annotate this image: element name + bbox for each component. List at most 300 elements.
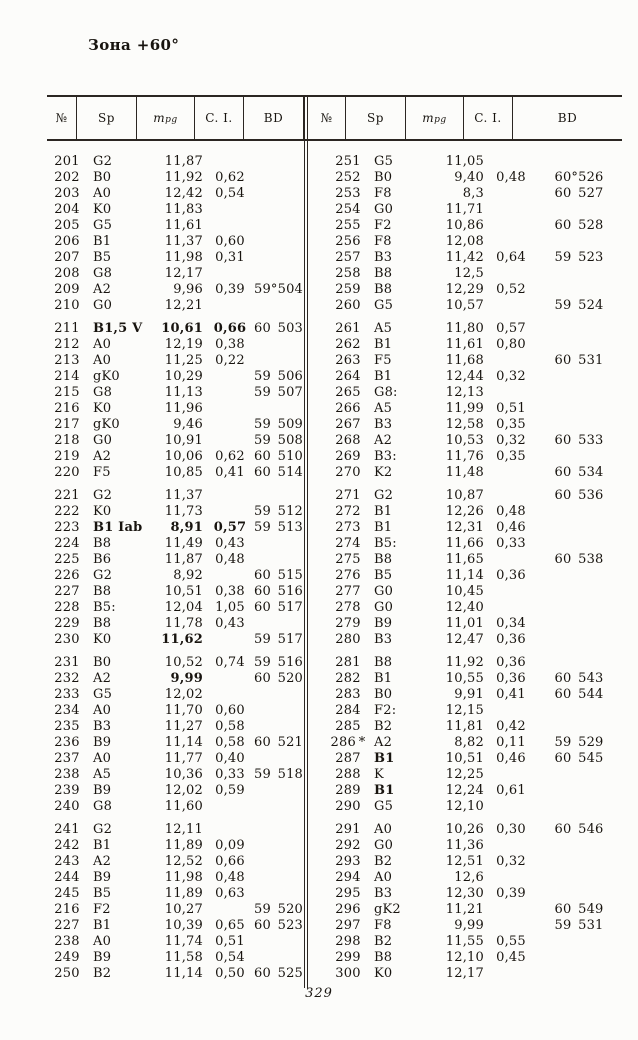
- cell-m: 11,71: [445, 202, 484, 217]
- cell-no: 210: [54, 298, 80, 313]
- table-row: [328, 504, 622, 520]
- cell-bd: 60 523: [253, 918, 304, 933]
- cell-m: 11,14: [164, 735, 203, 750]
- cell-ci: [488, 202, 534, 218]
- cell-m: 10,86: [445, 218, 484, 233]
- table-row: [328, 282, 622, 298]
- cell-m: 8,92: [173, 568, 203, 583]
- cell-sp: B9: [374, 616, 393, 631]
- cell-bd: 59 531: [554, 918, 604, 933]
- header-mpg: m $_{pg}$: [406, 97, 464, 139]
- cell-sp: F5: [374, 353, 392, 368]
- cell-m: 12,40: [445, 600, 484, 615]
- table-row: [47, 266, 308, 282]
- cell-m: 11,77: [164, 751, 203, 766]
- table-row: [47, 568, 308, 584]
- cell-ci: 0,40: [215, 751, 245, 766]
- table-row: [47, 918, 308, 934]
- cell-no: 230: [54, 632, 80, 647]
- cell-m: 11,98: [164, 870, 203, 885]
- cell-sp: G5: [374, 298, 394, 313]
- cell-no: 220: [54, 465, 80, 480]
- cell-ci: 0,57: [213, 520, 247, 535]
- cell-m: 10,53: [445, 433, 484, 448]
- cell-bd: [534, 838, 624, 854]
- cell-sp: B1: [374, 783, 395, 798]
- cell-sp: B1: [374, 751, 395, 766]
- cell-ci: 0,36: [496, 655, 526, 670]
- cell-sp: B8: [374, 266, 393, 281]
- cell-ci: [488, 902, 534, 918]
- cell-bd: [253, 870, 304, 886]
- cell-no: 206: [54, 234, 80, 249]
- cell-ci: [207, 298, 253, 314]
- cell-ci: 0,64: [496, 250, 526, 265]
- cell-no: 222: [54, 504, 80, 519]
- cell-sp: B9: [93, 950, 112, 965]
- cell-no: 278: [335, 600, 361, 615]
- table-row: [328, 568, 622, 584]
- table-row: [47, 854, 308, 870]
- cell-no: 226: [54, 568, 80, 583]
- cell-no: 285: [335, 719, 361, 734]
- cell-no: 229: [54, 616, 80, 631]
- cell-no: 221: [54, 488, 80, 503]
- cell-m: 12,13: [445, 385, 484, 400]
- cell-sp: G8: [93, 385, 113, 400]
- cell-sp: K0: [93, 202, 112, 217]
- cell-m: 12,02: [164, 687, 203, 702]
- cell-m: 11,73: [164, 504, 203, 519]
- cell-no: 215: [54, 385, 80, 400]
- cell-bd: [534, 520, 624, 536]
- cell-bd: [253, 202, 304, 218]
- table-row: [328, 520, 622, 536]
- cell-bd: 60 543: [554, 671, 604, 686]
- cell-bd: [253, 854, 304, 870]
- cell-sp: B8: [374, 950, 393, 965]
- cell-no: 253: [335, 186, 361, 201]
- cell-bd: [534, 655, 624, 671]
- cell-m: 8,3: [462, 186, 484, 201]
- cell-bd: 59 509: [253, 417, 304, 432]
- cell-no: 291: [335, 822, 361, 837]
- cell-bd: [253, 719, 304, 735]
- cell-ci: 0,74: [215, 655, 245, 670]
- cell-no: 267: [335, 417, 361, 432]
- cell-ci: 0,41: [215, 465, 245, 480]
- table-row: [47, 687, 308, 703]
- cell-m: 11,13: [164, 385, 203, 400]
- cell-no: 208: [54, 266, 80, 281]
- cell-m: 12,52: [164, 854, 203, 869]
- cell-ci: 0,58: [215, 735, 245, 750]
- cell-m: 12,5: [454, 266, 484, 281]
- cell-no: 242: [54, 838, 80, 853]
- cell-bd: 59 508: [253, 433, 304, 448]
- cell-bd: 60 503: [253, 321, 304, 336]
- cell-no: 273: [335, 520, 361, 535]
- cell-bd: 60 545: [554, 751, 604, 766]
- cell-no: 223: [54, 520, 80, 535]
- cell-ci: [207, 504, 253, 520]
- cell-bd: 60 536: [554, 488, 604, 503]
- cell-m: 8,82: [454, 735, 484, 750]
- cell-no: 256: [335, 234, 361, 249]
- cell-sp: G8:: [374, 385, 398, 400]
- cell-sp: B1: [93, 838, 112, 853]
- cell-ci: [207, 488, 253, 504]
- cell-no: 203: [54, 186, 80, 201]
- cell-bd: [253, 250, 304, 266]
- table-right-half: [308, 154, 622, 982]
- cell-sp: B2: [374, 854, 393, 869]
- cell-ci: [488, 552, 534, 568]
- cell-m: 9,40: [454, 170, 484, 185]
- cell-m: 11,58: [164, 950, 203, 965]
- cell-m: 10,61: [161, 321, 203, 336]
- cell-ci: 0,62: [215, 170, 245, 185]
- table-row: [328, 488, 622, 504]
- table-row: [47, 202, 308, 218]
- cell-no: 294: [335, 870, 361, 885]
- cell-no: 227: [54, 918, 80, 933]
- cell-ci: 0,46: [496, 520, 526, 535]
- cell-bd: 59 523: [554, 250, 604, 265]
- cell-no: 245: [54, 886, 80, 901]
- cell-ci: 1,05: [215, 600, 245, 615]
- cell-no: 204: [54, 202, 80, 217]
- cell-m: 12,51: [445, 854, 484, 869]
- cell-bd: 60 538: [554, 552, 604, 567]
- cell-bd: 60 528: [554, 218, 604, 233]
- cell-bd: [534, 266, 624, 282]
- cell-no: 269: [335, 449, 361, 464]
- cell-ci: [207, 902, 253, 918]
- header-mpg: m $_{pg}$: [137, 97, 195, 139]
- table-row: [47, 616, 308, 632]
- cell-m: 11,89: [164, 886, 203, 901]
- cell-sp: gK0: [93, 369, 120, 384]
- table-row: [47, 369, 308, 385]
- cell-m: 11,37: [164, 488, 203, 503]
- cell-bd: [534, 202, 624, 218]
- table-row: [47, 703, 308, 719]
- cell-ci: [488, 266, 534, 282]
- cell-bd: [253, 337, 304, 353]
- cell-bd: [534, 417, 624, 433]
- cell-m: 11,49: [164, 536, 203, 551]
- cell-no: 240: [54, 799, 80, 814]
- table-row: [328, 886, 622, 902]
- cell-sp: G0: [93, 298, 113, 313]
- cell-ci: [207, 154, 253, 170]
- cell-m: 12,47: [445, 632, 484, 647]
- cell-bd: [534, 966, 624, 982]
- table-row: [328, 751, 622, 767]
- cell-ci: 0,66: [215, 854, 245, 869]
- cell-ci: 0,57: [496, 321, 526, 336]
- cell-m: 8,91: [170, 520, 203, 535]
- cell-m: 12,24: [445, 783, 484, 798]
- cell-no: 213: [54, 353, 80, 368]
- table-row: [328, 767, 622, 783]
- cell-sp: K0: [93, 504, 112, 519]
- cell-m: 12,25: [445, 767, 484, 782]
- cell-bd: [253, 783, 304, 799]
- cell-ci: [488, 918, 534, 934]
- table-row: [328, 250, 622, 266]
- table-row: [47, 321, 308, 337]
- cell-sp: B3: [374, 632, 393, 647]
- cell-bd: [253, 950, 304, 966]
- cell-m: 12,15: [445, 703, 484, 718]
- cell-m: 11,05: [445, 154, 484, 169]
- cell-no: 295: [335, 886, 361, 901]
- cell-no: 224: [54, 536, 80, 551]
- cell-ci: 0,61: [496, 783, 526, 798]
- cell-m: 10,87: [445, 488, 484, 503]
- cell-sp: A0: [93, 934, 112, 949]
- cell-ci: 0,43: [215, 536, 245, 551]
- cell-ci: 0,34: [496, 616, 526, 631]
- table-row: [47, 536, 308, 552]
- cell-sp: B0: [93, 655, 112, 670]
- cell-m: 12,31: [445, 520, 484, 535]
- cell-m: 11,61: [164, 218, 203, 233]
- table-row: [328, 671, 622, 687]
- cell-bd: [534, 321, 624, 337]
- cell-bd: 59°504: [253, 282, 304, 297]
- cell-bd: [253, 234, 304, 250]
- cell-sp: B3: [374, 417, 393, 432]
- cell-bd: 60 549: [554, 902, 604, 917]
- cell-m: 11,14: [164, 966, 203, 981]
- cell-bd: 60 534: [554, 465, 604, 480]
- cell-ci: 0,65: [215, 918, 245, 933]
- cell-sp: B1: [93, 918, 112, 933]
- cell-ci: 0,39: [496, 886, 526, 901]
- table-row: [328, 838, 622, 854]
- cell-sp: B8: [93, 616, 112, 631]
- cell-no: 268: [335, 433, 361, 448]
- cell-sp: B9: [93, 783, 112, 798]
- cell-bd: [534, 854, 624, 870]
- table-row: [328, 170, 622, 186]
- cell-ci: [207, 218, 253, 234]
- cell-sp: B2: [93, 966, 112, 981]
- cell-m: 12,30: [445, 886, 484, 901]
- cell-no: 237: [54, 751, 80, 766]
- cell-bd: [253, 616, 304, 632]
- cell-ci: 0,39: [215, 282, 245, 297]
- cell-sp: A5: [374, 321, 393, 336]
- cell-bd: [253, 266, 304, 282]
- cell-sp: F2: [374, 218, 392, 233]
- cell-ci: [207, 266, 253, 282]
- row-group: [328, 488, 622, 648]
- cell-sp: B8: [93, 536, 112, 551]
- table-row: [47, 584, 308, 600]
- cell-sp: G8: [93, 799, 113, 814]
- cell-ci: 0,32: [496, 433, 526, 448]
- cell-sp: F8: [374, 234, 392, 249]
- cell-no: 214: [54, 369, 80, 384]
- cell-ci: [488, 488, 534, 504]
- table-row: [47, 520, 308, 536]
- cell-m: 12,44: [445, 369, 484, 384]
- table-row: [47, 504, 308, 520]
- cell-m: 12,42: [164, 186, 203, 201]
- cell-m: 11,76: [445, 449, 484, 464]
- cell-m: 10,27: [164, 902, 203, 917]
- cell-sp: B1: [374, 671, 393, 686]
- cell-no: 254: [335, 202, 361, 217]
- cell-sp: B2: [374, 934, 393, 949]
- cell-no: 284: [335, 703, 361, 718]
- cell-ci: 0,32: [496, 369, 526, 384]
- cell-sp: F2:: [374, 703, 397, 718]
- cell-ci: 0,58: [215, 719, 245, 734]
- table-row: [328, 202, 622, 218]
- cell-bd: [253, 751, 304, 767]
- cell-ci: 0,36: [496, 671, 526, 686]
- table-row: [47, 385, 308, 401]
- cell-sp: A2: [93, 854, 112, 869]
- cell-m: 11,21: [445, 902, 484, 917]
- cell-m: 11,48: [445, 465, 484, 480]
- table-header: [47, 95, 622, 141]
- table-row: [47, 298, 308, 314]
- cell-no: 257: [335, 250, 361, 265]
- cell-sp: G0: [374, 584, 394, 599]
- cell-bd: [253, 298, 304, 314]
- cell-no: 281: [335, 655, 361, 670]
- cell-no: 239: [54, 783, 80, 798]
- cell-ci: [207, 799, 253, 815]
- cell-sp: G2: [93, 488, 113, 503]
- cell-m: 10,06: [164, 449, 203, 464]
- cell-sp: F2: [93, 902, 111, 917]
- cell-m: 11,62: [161, 632, 203, 647]
- cell-no: 207: [54, 250, 80, 265]
- cell-ci: 0,33: [496, 536, 526, 551]
- cell-no: 276: [335, 568, 361, 583]
- cell-sp: F8: [374, 918, 392, 933]
- cell-bd: 60 515: [253, 568, 304, 583]
- cell-m: 9,99: [170, 671, 203, 686]
- cell-no: 212: [54, 337, 80, 352]
- cell-no: 227: [54, 584, 80, 599]
- table-row: [328, 266, 622, 282]
- table-row: [328, 298, 622, 314]
- cell-no: 279: [335, 616, 361, 631]
- table-row: [328, 234, 622, 250]
- cell-sp: G0: [374, 838, 394, 853]
- cell-bd: 59 529: [554, 735, 604, 750]
- cell-bd: [534, 337, 624, 353]
- cell-sp: B8: [374, 282, 393, 297]
- table-row: [328, 687, 622, 703]
- cell-ci: 0,80: [496, 337, 526, 352]
- cell-no: 252: [335, 170, 361, 185]
- cell-no: 282: [335, 671, 361, 686]
- cell-sp: G0: [93, 433, 113, 448]
- cell-no: 216: [54, 902, 80, 917]
- table-row: [328, 337, 622, 353]
- cell-m: 11,74: [164, 934, 203, 949]
- cell-bd: 59 520: [253, 902, 304, 917]
- table-row: [328, 385, 622, 401]
- row-group: [328, 822, 622, 982]
- table-row: [328, 822, 622, 838]
- header-ci: C. I.: [464, 97, 513, 139]
- cell-ci: [488, 870, 534, 886]
- cell-bd: 60 525: [253, 966, 304, 981]
- row-group: [328, 154, 622, 314]
- table-row: [47, 783, 308, 799]
- cell-no: 288: [335, 767, 361, 782]
- cell-bd: [534, 369, 624, 385]
- table-row: [328, 934, 622, 950]
- cell-sp: K0: [93, 401, 112, 416]
- row-group: [328, 655, 622, 815]
- cell-bd: [534, 401, 624, 417]
- cell-bd: [534, 719, 624, 735]
- cell-ci: 0,48: [215, 552, 245, 567]
- table-row: [328, 465, 622, 481]
- table-row: [328, 902, 622, 918]
- cell-ci: [488, 600, 534, 616]
- cell-ci: [207, 433, 253, 449]
- cell-ci: [488, 385, 534, 401]
- cell-m: 12,29: [445, 282, 484, 297]
- cell-m: 9,96: [173, 282, 203, 297]
- cell-sp: B3: [374, 886, 393, 901]
- table-row: [47, 950, 308, 966]
- cell-sp: B3: [93, 719, 112, 734]
- cell-bd: 60 527: [554, 186, 604, 201]
- cell-ci: [488, 465, 534, 481]
- cell-no: 217: [54, 417, 80, 432]
- cell-ci: [488, 298, 534, 314]
- table-row: [47, 170, 308, 186]
- cell-bd: 60 544: [554, 687, 604, 702]
- cell-m: 11,01: [445, 616, 484, 631]
- cell-m: 12,10: [445, 799, 484, 814]
- cell-no: 236: [54, 735, 80, 750]
- cell-ci: 0,42: [496, 719, 526, 734]
- cell-no: 251: [335, 154, 361, 169]
- cell-no: 238: [54, 934, 80, 949]
- cell-sp: A2: [374, 735, 393, 750]
- page-title: Зона +60°: [88, 36, 180, 54]
- table-row: [328, 369, 622, 385]
- cell-ci: [488, 838, 534, 854]
- cell-ci: [488, 353, 534, 369]
- cell-no: 293: [335, 854, 361, 869]
- cell-ci: 0,54: [215, 950, 245, 965]
- cell-sp: A0: [93, 703, 112, 718]
- cell-ci: [488, 234, 534, 250]
- cell-m: 11,27: [164, 719, 203, 734]
- cell-no: 202: [54, 170, 80, 185]
- cell-no: 265: [335, 385, 361, 400]
- cell-ci: [207, 385, 253, 401]
- cell-m: 11,55: [445, 934, 484, 949]
- cell-ci: [207, 822, 253, 838]
- cell-ci: 0,55: [496, 934, 526, 949]
